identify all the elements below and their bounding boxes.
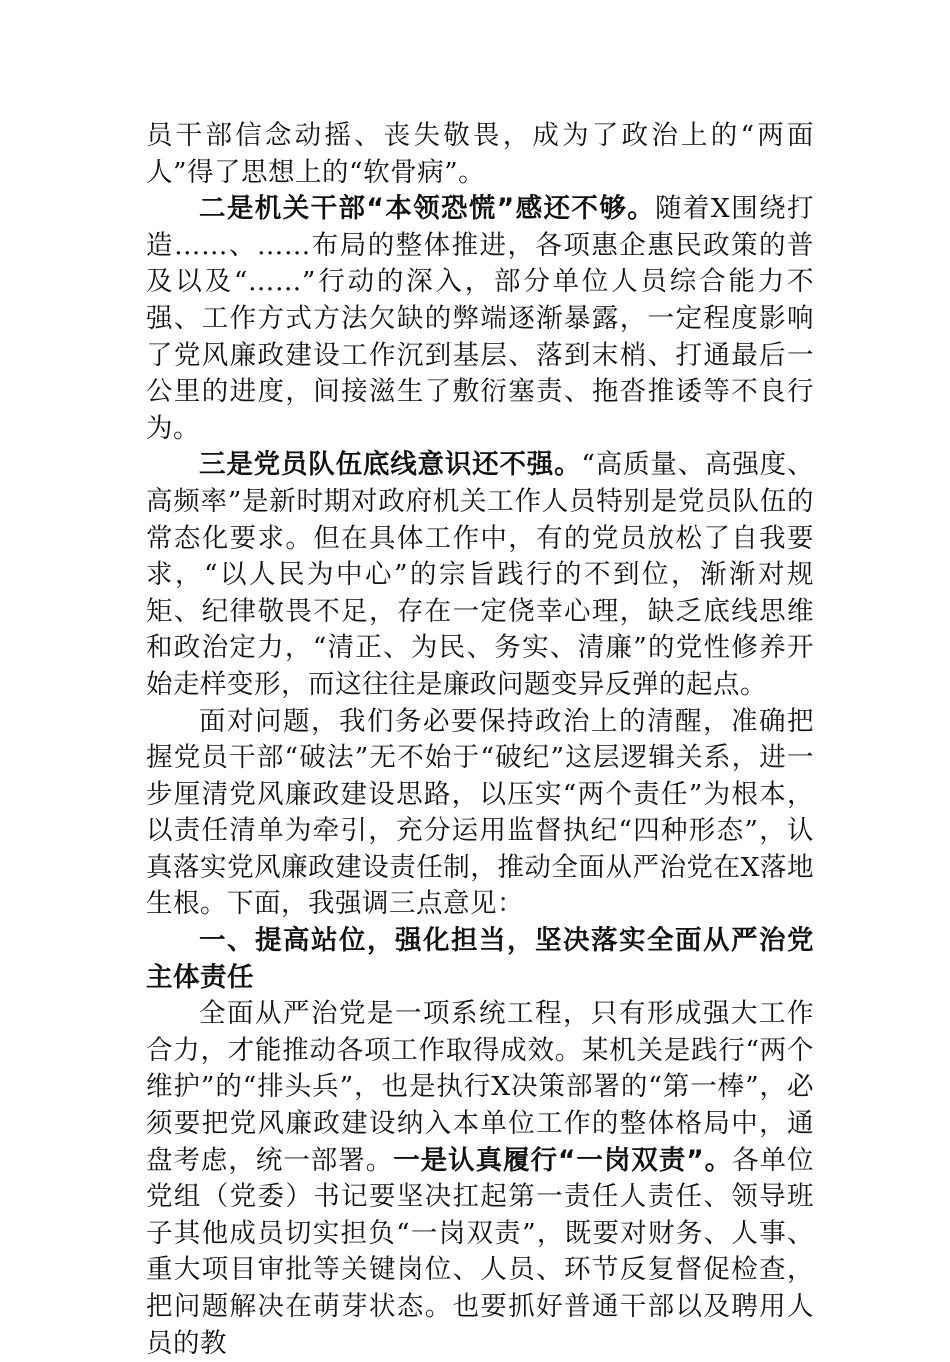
document-body — [146, 118, 814, 1362]
point-lead: 一是认真履行“一岗双责”。 — [393, 1144, 733, 1176]
point-lead: 三是党员队伍底线意识还不强。 — [199, 449, 582, 481]
paragraph-section-one — [146, 996, 814, 1362]
paragraph-text: 各单位党组（党委）书记要坚决扛起第一责任人责任、领导班子其他成员切实担负“一岗双责”，既要对财务、人事、重大项目审批等关键岗位、人员、环节反复督促检查，把问题解决在萌芽状态。也要抓好普通干部以及聘用人员的教 — [146, 1144, 815, 1359]
section-heading: 一、提高站位，强化担当，坚决落实全面从严治党主体责任 — [146, 925, 814, 993]
paragraph-text: 全面从严治党是一项系统工程，只有形成强大工作合力，才能推动各项工作取得成效。某机关是践行“两个维护”的“排头兵”，也是执行X决策部署的“第一棒”，必须要把党风廉政建设纳入本单位工作的整体格局中，通盘考虑，统一部署。 — [146, 998, 814, 1176]
paragraph-text: 员干部信念动摇、丧失敬畏，成为了政治上的“两面人”得了思想上的“软骨病”。 — [146, 120, 814, 188]
paragraph-text: 随着X围绕打造……、……布局的整体推进，各项惠企惠民政策的普及以及“……”行动的深入，部分单位人员综合能力不强、工作方式方法欠缺的弊端逐渐暴露，一定程度影响了党风廉政建设工作沉到基层、落到末梢、打通最后一公里的进度，间接滋生了敷衍塞责、拖沓推诿等不良行为。 — [146, 193, 814, 444]
paragraph-continuation — [146, 118, 814, 191]
paragraph-transition — [146, 704, 814, 924]
paragraph-text: “高质量、高强度、高频率”是新时期对政府机关工作人员特别是党员队伍的常态化要求。但在具体工作中，有的党员放松了自我要求，“以人民为中心”的宗旨践行的不到位，渐渐对规矩、纪律敬畏不足，存在一定侥幸心理，缺乏底线思维和政治定力，“清正、为民、务实、清廉”的党性修养开始走样变形，而这往往是廉政问题变异反弹的起点。 — [146, 449, 814, 700]
paragraph-point-two — [146, 191, 814, 447]
point-lead: 二是机关干部“本领恐慌”感还不够。 — [199, 193, 656, 225]
paragraph-text: 面对问题，我们务必要保持政治上的清醒，准确把握党员干部“破法”无不始于“破纪”这层逻辑关系，进一步厘清党风廉政建设思路，以压实“两个责任”为根本，以责任清单为牵引，充分运用监督执纪“四种形态”，认真落实党风廉政建设责任制，推动全面从严治党在X落地生根。下面，我强调三点意见： — [146, 705, 814, 920]
paragraph-point-three — [146, 447, 814, 703]
